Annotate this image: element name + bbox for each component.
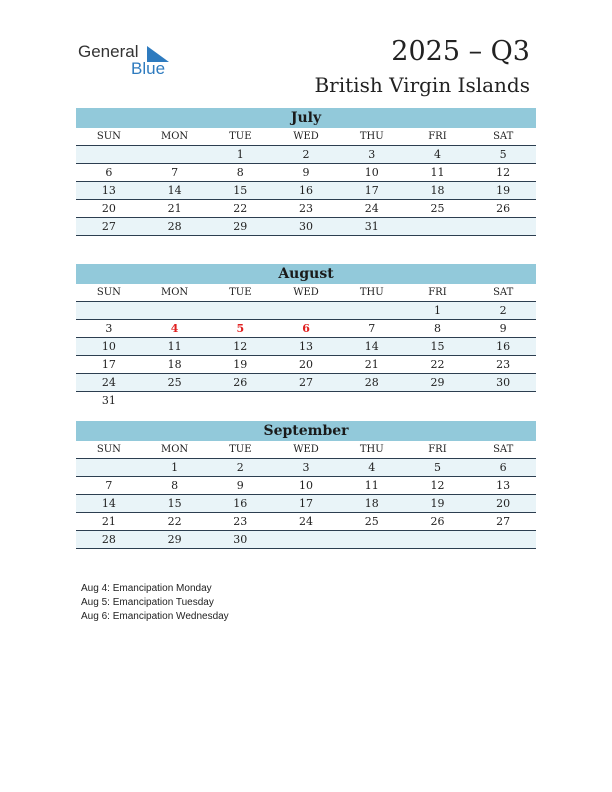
- holiday-notes: [81, 582, 229, 624]
- day-cell: 12: [496, 166, 511, 179]
- day-cell: 26: [496, 202, 511, 215]
- day-cell: 14: [101, 497, 116, 510]
- day-cell: [273, 392, 339, 409]
- day-cell: 11: [430, 166, 445, 179]
- day-cell: [207, 302, 273, 319]
- weekday-label: TUE: [229, 444, 252, 455]
- day-cell: [142, 302, 208, 319]
- day-cell: 20: [101, 202, 116, 215]
- day-cell: [405, 392, 471, 409]
- week-row: [76, 374, 536, 392]
- day-cell: 20: [299, 358, 314, 371]
- day-cell: 2: [302, 148, 310, 161]
- day-cell: [142, 146, 208, 163]
- day-cell: 19: [233, 358, 248, 371]
- holiday-note: Aug 6: Emancipation Wednesday: [81, 611, 229, 622]
- weekday-label: SUN: [96, 131, 121, 142]
- day-cell: 14: [364, 340, 379, 353]
- week-row: [76, 302, 536, 320]
- day-cell: 10: [101, 340, 116, 353]
- weekday-label: MON: [160, 131, 189, 142]
- week-row: [76, 392, 536, 409]
- region-name: British Virgin Islands: [314, 73, 530, 97]
- day-cell: 19: [430, 497, 445, 510]
- logo-general-text: General: [78, 42, 139, 61]
- day-cell: [339, 302, 405, 319]
- day-cell: [142, 392, 208, 409]
- weekday-header-row: [76, 128, 536, 146]
- day-cell: 6: [105, 166, 113, 179]
- month-block-1: [76, 264, 536, 409]
- week-row: [76, 164, 536, 182]
- weekday-label: MON: [160, 444, 189, 455]
- day-cell: 2: [236, 461, 244, 474]
- day-cell: 31: [101, 394, 116, 407]
- week-row: [76, 320, 536, 338]
- weekday-label: FRI: [428, 444, 447, 455]
- weekday-label: SUN: [96, 444, 121, 455]
- day-cell: 30: [299, 220, 314, 233]
- day-cell: [470, 531, 536, 548]
- day-cell: [76, 302, 142, 319]
- weekday-label: SUN: [96, 287, 121, 298]
- day-cell: 25: [167, 376, 182, 389]
- holiday-day-cell: 6: [302, 322, 310, 335]
- day-cell: [405, 531, 471, 548]
- week-row: [76, 513, 536, 531]
- day-cell: 1: [236, 148, 244, 161]
- weekday-label: SAT: [493, 287, 514, 298]
- day-cell: 11: [364, 479, 379, 492]
- week-row: [76, 459, 536, 477]
- day-cell: 29: [430, 376, 445, 389]
- weekday-header-row: [76, 284, 536, 302]
- day-cell: 29: [233, 220, 248, 233]
- day-cell: 7: [171, 166, 179, 179]
- day-cell: 16: [299, 184, 314, 197]
- day-cell: 15: [167, 497, 182, 510]
- day-cell: 15: [430, 340, 445, 353]
- day-cell: 27: [101, 220, 116, 233]
- day-cell: [207, 392, 273, 409]
- weekday-label: FRI: [428, 131, 447, 142]
- day-cell: 23: [299, 202, 314, 215]
- day-cell: [339, 392, 405, 409]
- day-cell: 21: [101, 515, 116, 528]
- weekday-label: TUE: [229, 287, 252, 298]
- day-cell: 2: [499, 304, 507, 317]
- day-cell: 4: [368, 461, 376, 474]
- day-cell: [470, 392, 536, 409]
- month-block-2: [76, 421, 536, 549]
- day-cell: 12: [430, 479, 445, 492]
- day-cell: 25: [430, 202, 445, 215]
- week-row: [76, 338, 536, 356]
- day-cell: 23: [233, 515, 248, 528]
- day-cell: 22: [233, 202, 248, 215]
- day-cell: 28: [101, 533, 116, 546]
- month-title: August: [76, 264, 536, 284]
- day-cell: [470, 218, 536, 235]
- day-cell: [339, 531, 405, 548]
- weekday-label: THU: [359, 131, 384, 142]
- day-cell: 9: [236, 479, 244, 492]
- weekday-label: THU: [359, 287, 384, 298]
- day-cell: 1: [433, 304, 441, 317]
- day-cell: [273, 302, 339, 319]
- day-cell: 3: [368, 148, 376, 161]
- day-cell: 19: [496, 184, 511, 197]
- week-row: [76, 218, 536, 236]
- weekday-label: WED: [293, 287, 319, 298]
- weekday-label: WED: [293, 444, 319, 455]
- holiday-note: Aug 4: Emancipation Monday: [81, 583, 212, 594]
- day-cell: 15: [233, 184, 248, 197]
- weekday-label: MON: [160, 287, 189, 298]
- day-cell: 28: [364, 376, 379, 389]
- day-cell: 3: [105, 322, 113, 335]
- week-row: [76, 146, 536, 164]
- day-cell: 17: [101, 358, 116, 371]
- day-cell: 10: [364, 166, 379, 179]
- weekday-label: WED: [293, 131, 319, 142]
- week-row: [76, 531, 536, 549]
- week-row: [76, 200, 536, 218]
- day-cell: 1: [171, 461, 179, 474]
- day-cell: 3: [302, 461, 310, 474]
- day-cell: 18: [167, 358, 182, 371]
- day-cell: 7: [368, 322, 376, 335]
- weekday-label: SAT: [493, 444, 514, 455]
- day-cell: 21: [167, 202, 182, 215]
- day-cell: 18: [430, 184, 445, 197]
- logo-blue-text: Blue: [131, 59, 166, 78]
- week-row: [76, 356, 536, 374]
- day-cell: 8: [171, 479, 179, 492]
- day-cell: 30: [233, 533, 248, 546]
- day-cell: 11: [167, 340, 182, 353]
- day-cell: 26: [233, 376, 248, 389]
- weekday-label: FRI: [428, 287, 447, 298]
- day-cell: 20: [496, 497, 511, 510]
- day-cell: 23: [496, 358, 511, 371]
- day-cell: 21: [364, 358, 379, 371]
- day-cell: 9: [499, 322, 507, 335]
- weekday-label: TUE: [229, 131, 252, 142]
- day-cell: 8: [433, 322, 441, 335]
- day-cell: [76, 459, 142, 476]
- day-cell: [405, 218, 471, 235]
- day-cell: 9: [302, 166, 310, 179]
- day-cell: [76, 146, 142, 163]
- day-cell: 17: [299, 497, 314, 510]
- day-cell: 27: [299, 376, 314, 389]
- month-title: July: [76, 108, 536, 128]
- day-cell: 30: [496, 376, 511, 389]
- day-cell: 24: [101, 376, 116, 389]
- day-cell: 31: [364, 220, 379, 233]
- day-cell: 13: [496, 479, 511, 492]
- day-cell: 25: [364, 515, 379, 528]
- day-cell: 24: [299, 515, 314, 528]
- day-cell: 13: [299, 340, 314, 353]
- weekday-label: THU: [359, 444, 384, 455]
- day-cell: 22: [430, 358, 445, 371]
- day-cell: 12: [233, 340, 248, 353]
- day-cell: 26: [430, 515, 445, 528]
- day-cell: 16: [496, 340, 511, 353]
- day-cell: 6: [499, 461, 507, 474]
- holiday-note: Aug 5: Emancipation Tuesday: [81, 597, 214, 608]
- day-cell: 7: [105, 479, 113, 492]
- holiday-day-cell: 4: [170, 322, 179, 335]
- holiday-day-cell: 5: [236, 322, 245, 335]
- week-row: [76, 477, 536, 495]
- day-cell: 4: [433, 148, 441, 161]
- day-cell: 10: [299, 479, 314, 492]
- day-cell: 24: [364, 202, 379, 215]
- day-cell: 28: [167, 220, 182, 233]
- weekday-header-row: [76, 441, 536, 459]
- month-block-0: [76, 108, 536, 236]
- weekday-label: SAT: [493, 131, 514, 142]
- day-cell: 5: [433, 461, 441, 474]
- day-cell: 5: [499, 148, 507, 161]
- day-cell: 22: [167, 515, 182, 528]
- week-row: [76, 182, 536, 200]
- day-cell: 13: [101, 184, 116, 197]
- day-cell: [273, 531, 339, 548]
- day-cell: 18: [364, 497, 379, 510]
- day-cell: 27: [496, 515, 511, 528]
- month-title: September: [76, 421, 536, 441]
- day-cell: 8: [236, 166, 244, 179]
- day-cell: 16: [233, 497, 248, 510]
- page-title: 2025 – Q3: [391, 36, 530, 67]
- generalblue-logo: [78, 42, 178, 82]
- week-row: [76, 495, 536, 513]
- day-cell: 17: [364, 184, 379, 197]
- day-cell: 14: [167, 184, 182, 197]
- day-cell: 29: [167, 533, 182, 546]
